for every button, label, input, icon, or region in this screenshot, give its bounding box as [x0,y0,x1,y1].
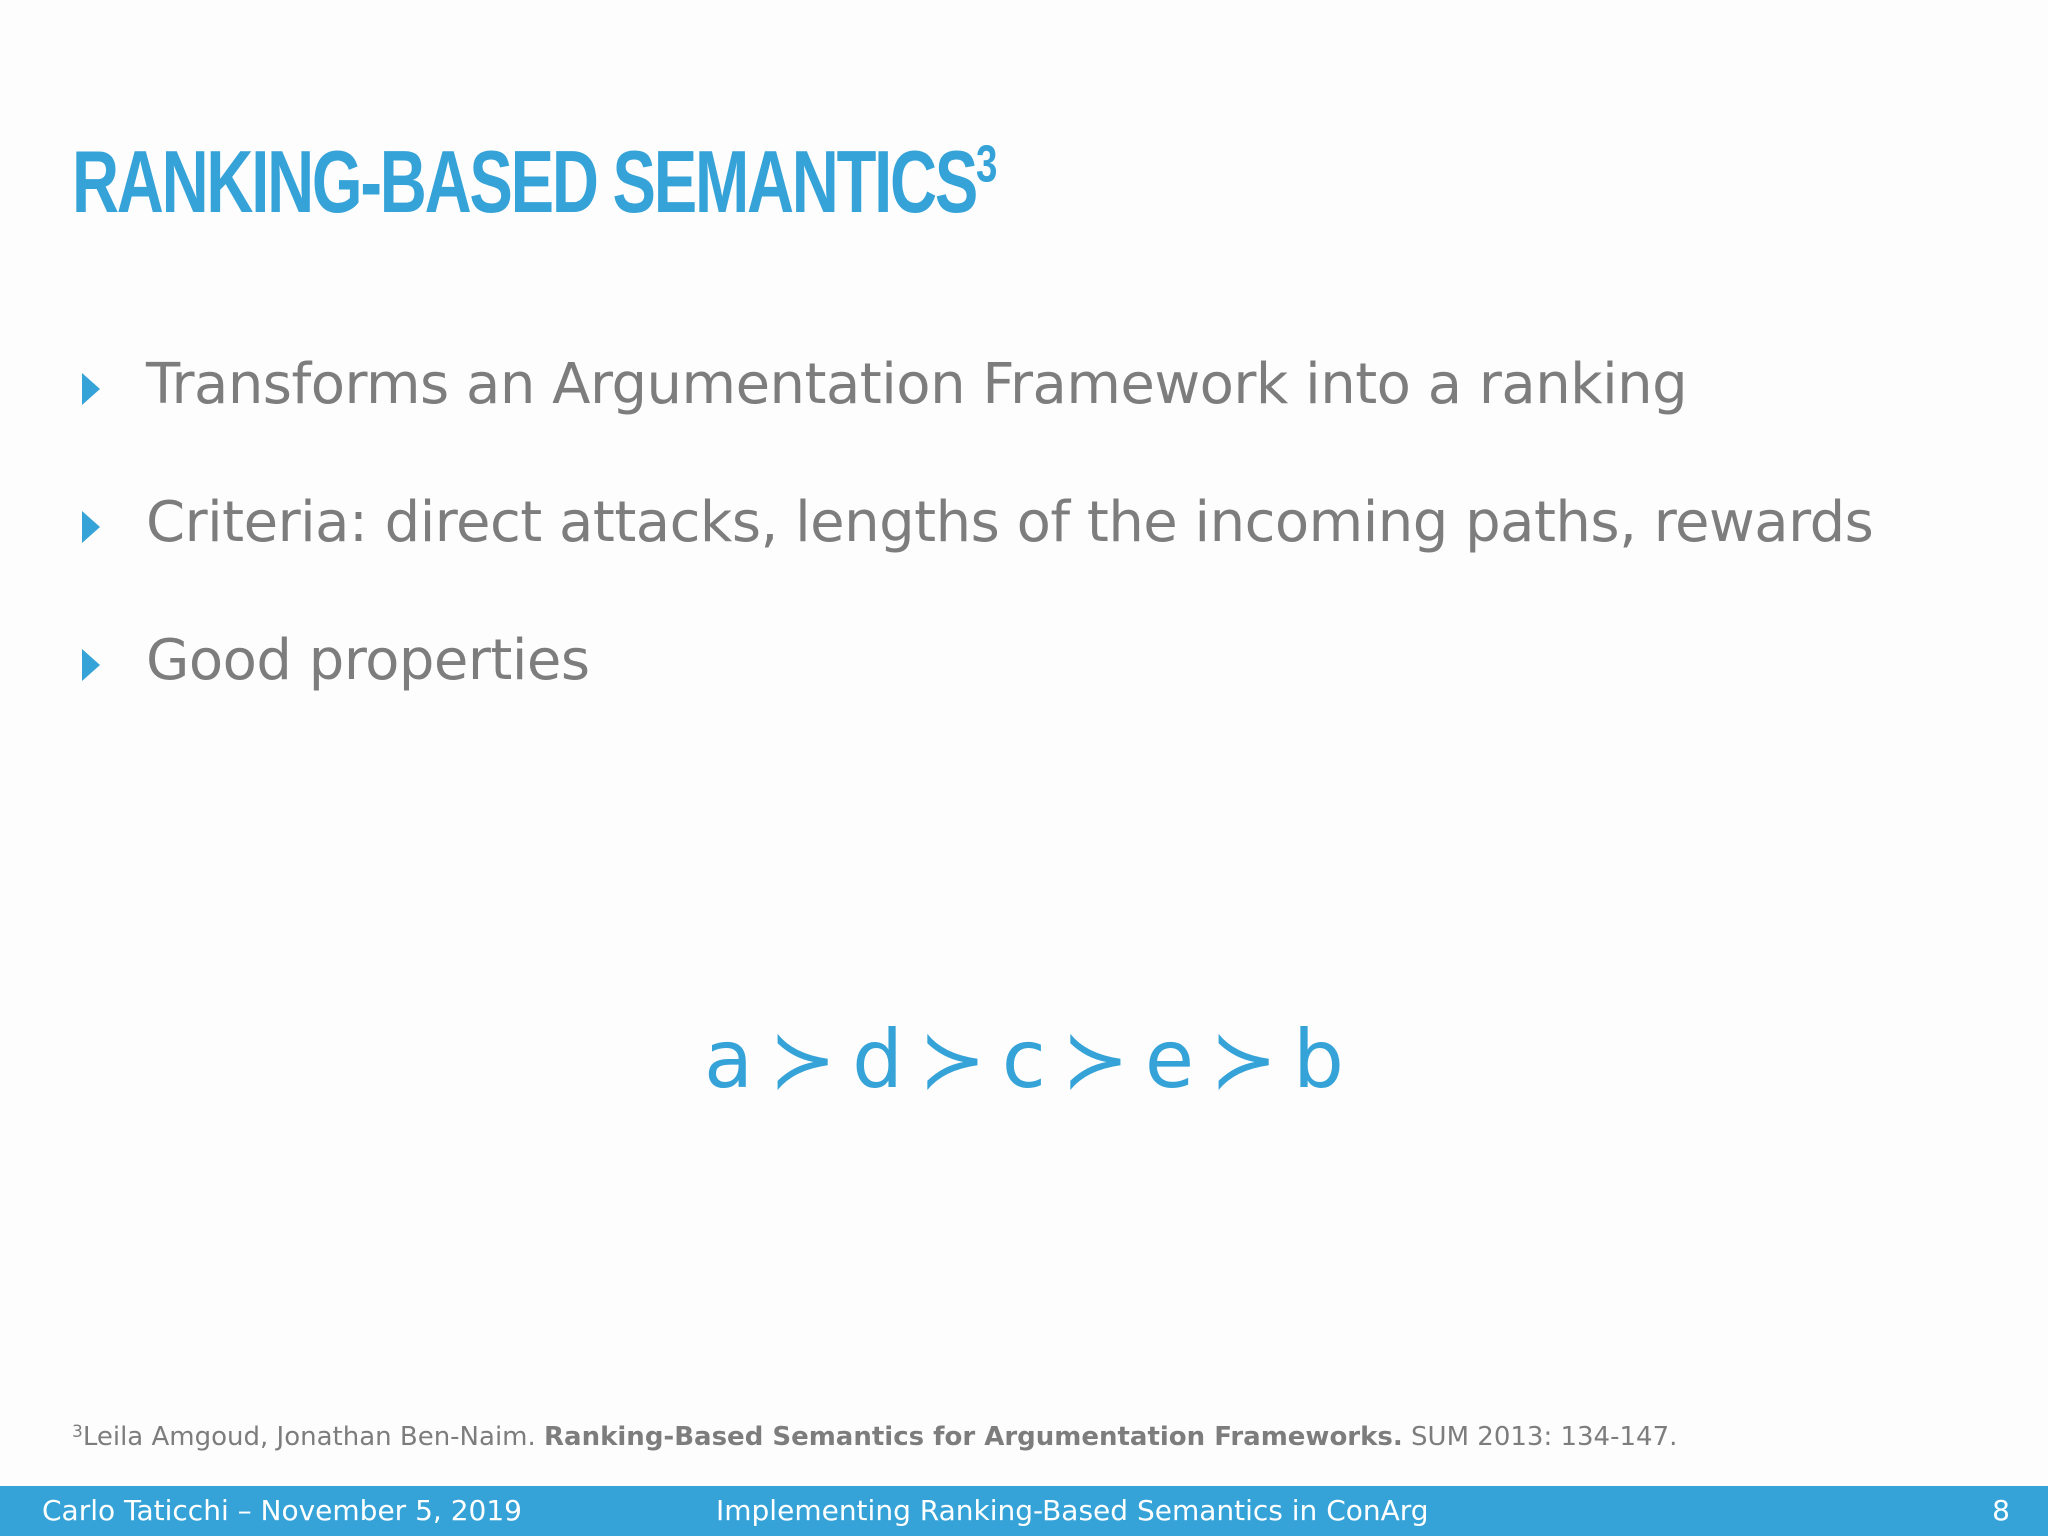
bullet-text: Criteria: direct attacks, lengths of the incoming paths, rewards [146,490,1874,555]
footnote-venue: SUM 2013: 134-147. [1411,1422,1678,1452]
succeeds-operator: ≻ [1061,1013,1129,1106]
succeeds-operator: ≻ [769,1013,837,1106]
footnote [72,1422,1677,1452]
footer-bar [0,1486,2048,1536]
bullet-list [78,345,1873,759]
title-footnote-marker: 3 [976,135,998,194]
slide-title-text: RANKING-BASED SEMANTICS [72,132,977,231]
footnote-marker: 3 [72,1422,83,1442]
footnote-authors: Leila Amgoud, Jonathan Ben-Naim. [82,1422,536,1452]
triangle-bullet-icon [82,373,100,405]
bullet-item [78,483,1873,621]
bullet-item [78,345,1873,483]
ranking-argument: b [1293,1013,1344,1106]
ranking-argument: e [1144,1013,1195,1106]
footer-author-date: Carlo Taticchi – November 5, 2019 [42,1494,522,1527]
ranking-expression [0,1010,2048,1110]
succeeds-operator: ≻ [918,1013,986,1106]
bullet-text: Good properties [146,628,590,693]
ranking-argument: a [704,1013,754,1106]
succeeds-operator: ≻ [1210,1013,1278,1106]
footer-presentation-title: Implementing Ranking-Based Semantics in ConArg [716,1494,1429,1527]
ranking-argument: c [1001,1013,1046,1106]
triangle-bullet-icon [82,649,100,681]
bullet-text: Transforms an Argumentation Framework into a ranking [146,352,1688,417]
slide-title [72,132,998,231]
footnote-paper-title: Ranking-Based Semantics for Argumentation Frameworks. [544,1422,1403,1452]
triangle-bullet-icon [82,511,100,543]
ranking-argument: d [852,1013,903,1106]
bullet-item [78,621,1873,759]
page-number: 8 [1992,1494,2010,1527]
